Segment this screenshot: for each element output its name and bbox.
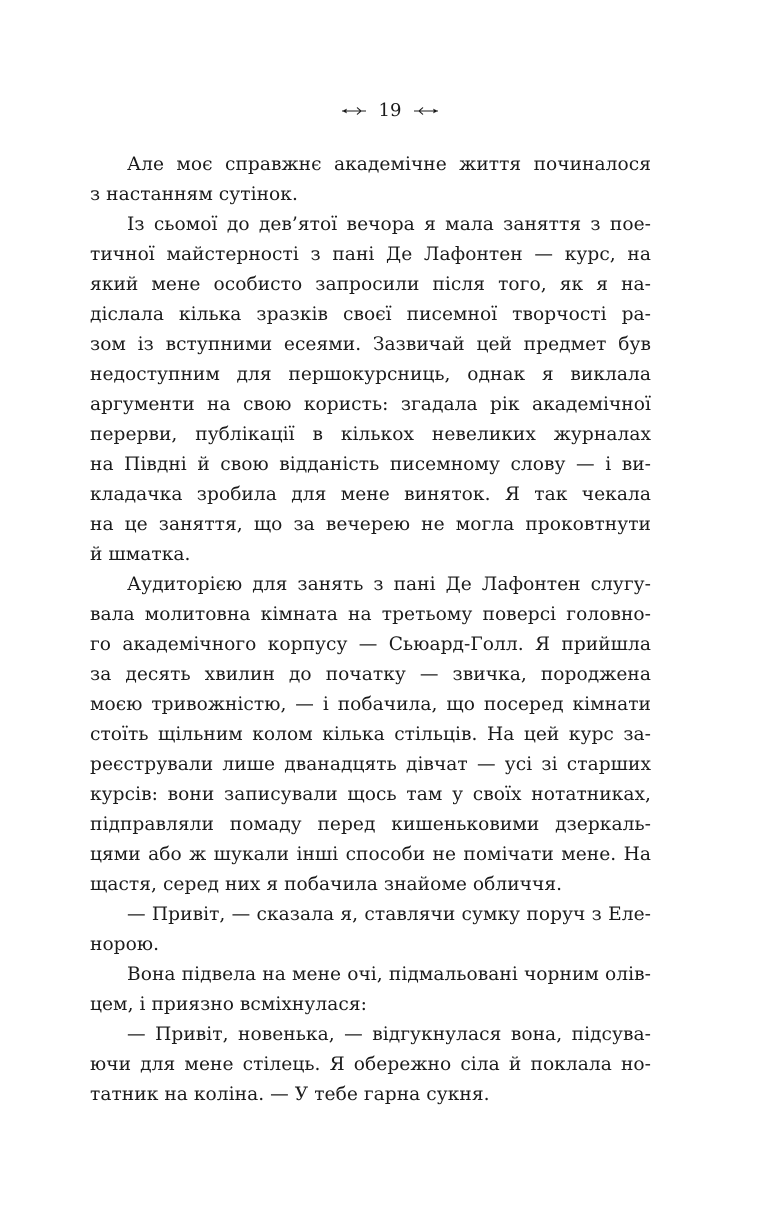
body-text bbox=[90, 150, 651, 1110]
text-line: аргументи на свою користь: згадала рік академічної bbox=[90, 394, 651, 415]
text-line: го академічного корпусу — Сьюард-Голл. Я прийшла bbox=[90, 634, 651, 655]
text-line: вала молитовна кімната на третьому поверсі головно- bbox=[90, 604, 651, 625]
text-line: реєстрували лише дванадцять дівчат — усі зі старших bbox=[90, 754, 651, 775]
text-line: діслала кілька зразків своєї писемної творчості ра- bbox=[90, 304, 651, 325]
text-line: цями або ж шукали інші способи не помічати мене. На bbox=[90, 844, 651, 865]
text-line: цем, і приязно всміхнулася: bbox=[90, 994, 367, 1015]
text-line: з настанням сутінок. bbox=[90, 184, 298, 205]
text-line: зом із вступними есеями. Зазвичай цей предмет був bbox=[90, 334, 651, 355]
text-line: норою. bbox=[90, 934, 160, 955]
page-number: 19 bbox=[378, 100, 402, 121]
text-line: перерви, публікації в кількох невеликих журналах bbox=[90, 424, 651, 445]
text-line: підправляли помаду перед кишеньковими дзеркаль- bbox=[90, 814, 651, 835]
text-line: на це заняття, що за вечерею не могла проковтнути bbox=[90, 514, 651, 535]
text-line: тичної майстерності з пані Де Лафонтен — курс, на bbox=[90, 244, 651, 265]
text-line: стоїть щільним колом кілька стільців. На цей курс за- bbox=[90, 724, 651, 745]
text-line: — Привіт, новенька, — відгукнулася вона, підсува- bbox=[127, 1024, 651, 1045]
text-line: курсів: вони записували щось там у своїх нотатниках, bbox=[90, 784, 651, 805]
text-line: моєю тривожністю, — і побачила, що посеред кімнати bbox=[90, 694, 651, 715]
text-line: й шматка. bbox=[90, 544, 191, 565]
text-line: щастя, серед них я побачила знайоме обличчя. bbox=[90, 874, 563, 895]
text-line: недоступним для першокурсниць, однак я виклала bbox=[90, 364, 651, 385]
text-line: татник на коліна. — У тебе гарна сукня. bbox=[90, 1084, 490, 1105]
text-line: ючи для мене стілець. Я обережно сіла й поклала но- bbox=[90, 1054, 651, 1075]
text-line: Вона підвела на мене очі, підмальовані чорним олів- bbox=[127, 964, 651, 985]
text-line: який мене особисто запросили після того, як я на- bbox=[90, 274, 651, 295]
left-ornament-icon bbox=[341, 106, 367, 116]
text-line: Але моє справжнє академічне життя починалося bbox=[127, 154, 651, 175]
text-line: — Привіт, — сказала я, ставлячи сумку поруч з Еле- bbox=[127, 904, 651, 925]
right-ornament-icon bbox=[413, 106, 439, 116]
text-line: кладачка зробила для мене виняток. Я так чекала bbox=[90, 484, 651, 505]
page-header bbox=[0, 98, 780, 124]
text-line: за десять хвилин до початку — звичка, породжена bbox=[90, 664, 651, 685]
text-line: Аудиторією для занять з пані Де Лафонтен слугу- bbox=[127, 574, 651, 595]
text-line: Із сьомої до дев’ятої вечора я мала заняття з пое- bbox=[127, 214, 651, 235]
text-line: на Півдні й свою відданість писемному слову — і ви- bbox=[90, 454, 651, 475]
